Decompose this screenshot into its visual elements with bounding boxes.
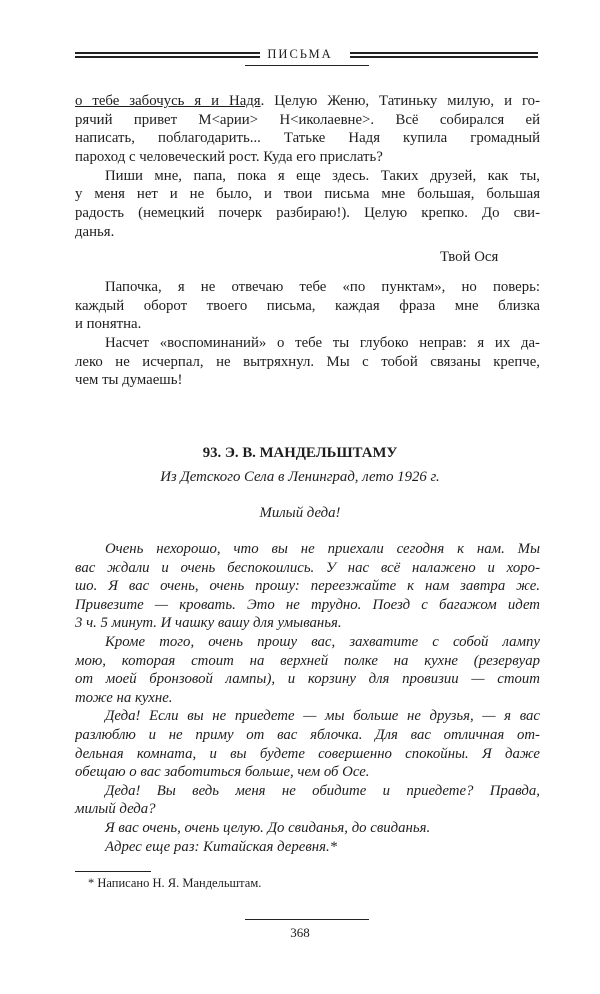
text-line: Деда! Если вы не приедете — мы больше не друзья, — я вас [105, 708, 540, 725]
running-head-underline [245, 65, 369, 66]
text-line: леко не исчерпал, не вытряхнул. Мы с тобой связаны крепче, [75, 353, 540, 370]
text: . Целую Женю, Татиньку милую, и го- [260, 93, 540, 109]
text-line: рячий привет М<арии> Н<иколаевне>. Всё собирался ей [75, 111, 540, 128]
postscript-body [75, 278, 540, 390]
text-line: Насчет «воспоминаний» о тебе ты глубоко неправ: я их да- [105, 335, 540, 352]
text-line: Кроме того, очень прошу вас, захватите с собой лампу [105, 633, 540, 650]
text-line: обещаю о вас заботиться больше, чем об Осе. [75, 764, 370, 781]
text-line: разлюблю и не приму от вас яблочка. Для вас отличная от- [75, 726, 540, 743]
text-line: дельная комната, и вы будете совершенно спокойны. Я даже [75, 745, 540, 762]
text-line: Папочка, я не отвечаю тебе «по пунктам», но поверь: [105, 279, 540, 295]
text-line: Я вас очень, очень целую. До свиданья, до свиданья. [105, 819, 431, 836]
text-line: Привезите — кровать. Это не трудно. Поезд с багажом идет [75, 596, 540, 613]
text-line [75, 92, 540, 111]
letter-subtitle: Из Детского Села в Ленинград, лето 1926 г. [160, 469, 440, 485]
text-line: чем ты думаешь! [75, 372, 183, 389]
text-line: пароход с человеческий рост. Куда его прислать? [75, 149, 383, 166]
letter-end-body [75, 92, 540, 242]
text-line: данья. [75, 223, 115, 240]
text-line: 3 ч. 5 минут. И чашку вашу для умыванья. [75, 615, 342, 632]
underlined-text: о тебе забочусь я и Надя [75, 93, 261, 109]
text-line: радость (немецкий почерк разбираю!). Целую крепко. До сви- [75, 205, 540, 222]
text-line: и понятна. [75, 316, 142, 333]
letter-body [75, 540, 540, 856]
text-line: мою, которая стоит на верхней полке на кухне (резервуар [75, 652, 540, 669]
text-line: вас ждали и очень беспокоились. У нас всё налажено и хоро- [75, 559, 540, 576]
text-line: тоже на кухне. [75, 689, 173, 706]
letter-heading: 93. Э. В. МАНДЕЛЬШТАМУ [202, 445, 398, 461]
text-line: написать, поблагодарить... Татьке Надя купила громадный [75, 130, 540, 147]
running-head: ПИСЬМА [267, 47, 333, 61]
text-line: Деда! Вы ведь меня не обидите и приедете? Правда, [105, 782, 540, 799]
letter-greeting: Милый деда! [259, 505, 341, 521]
text-line: у меня нет и не было, и твои письма мне большая, большая [75, 186, 540, 203]
text-line: каждый оборот твоего письма, каждая фраза мне близка [75, 297, 540, 314]
footnote-rule [75, 871, 151, 872]
footnote: * Написано Н. Я. Мандельштам. [88, 876, 262, 890]
text-line: шо. Я вас очень, очень прошу: переезжайте к нам завтра же. [75, 578, 540, 595]
text-line: от моей бронзовой лампы), и корзину для провизии — стоит [75, 671, 540, 688]
text-line: Адрес еще раз: Китайская деревня.* [105, 838, 338, 855]
text-line: милый деда? [75, 801, 156, 818]
signature: Твой Ося [440, 249, 499, 265]
text-line: Пиши мне, папа, пока я еще здесь. Таких друзей, как ты, [105, 167, 540, 184]
page-number-rule [245, 919, 369, 920]
page-number: 368 [290, 925, 310, 940]
text-line: Очень нехорошо, что вы не приехали сегодня к нам. Мы [105, 541, 540, 557]
